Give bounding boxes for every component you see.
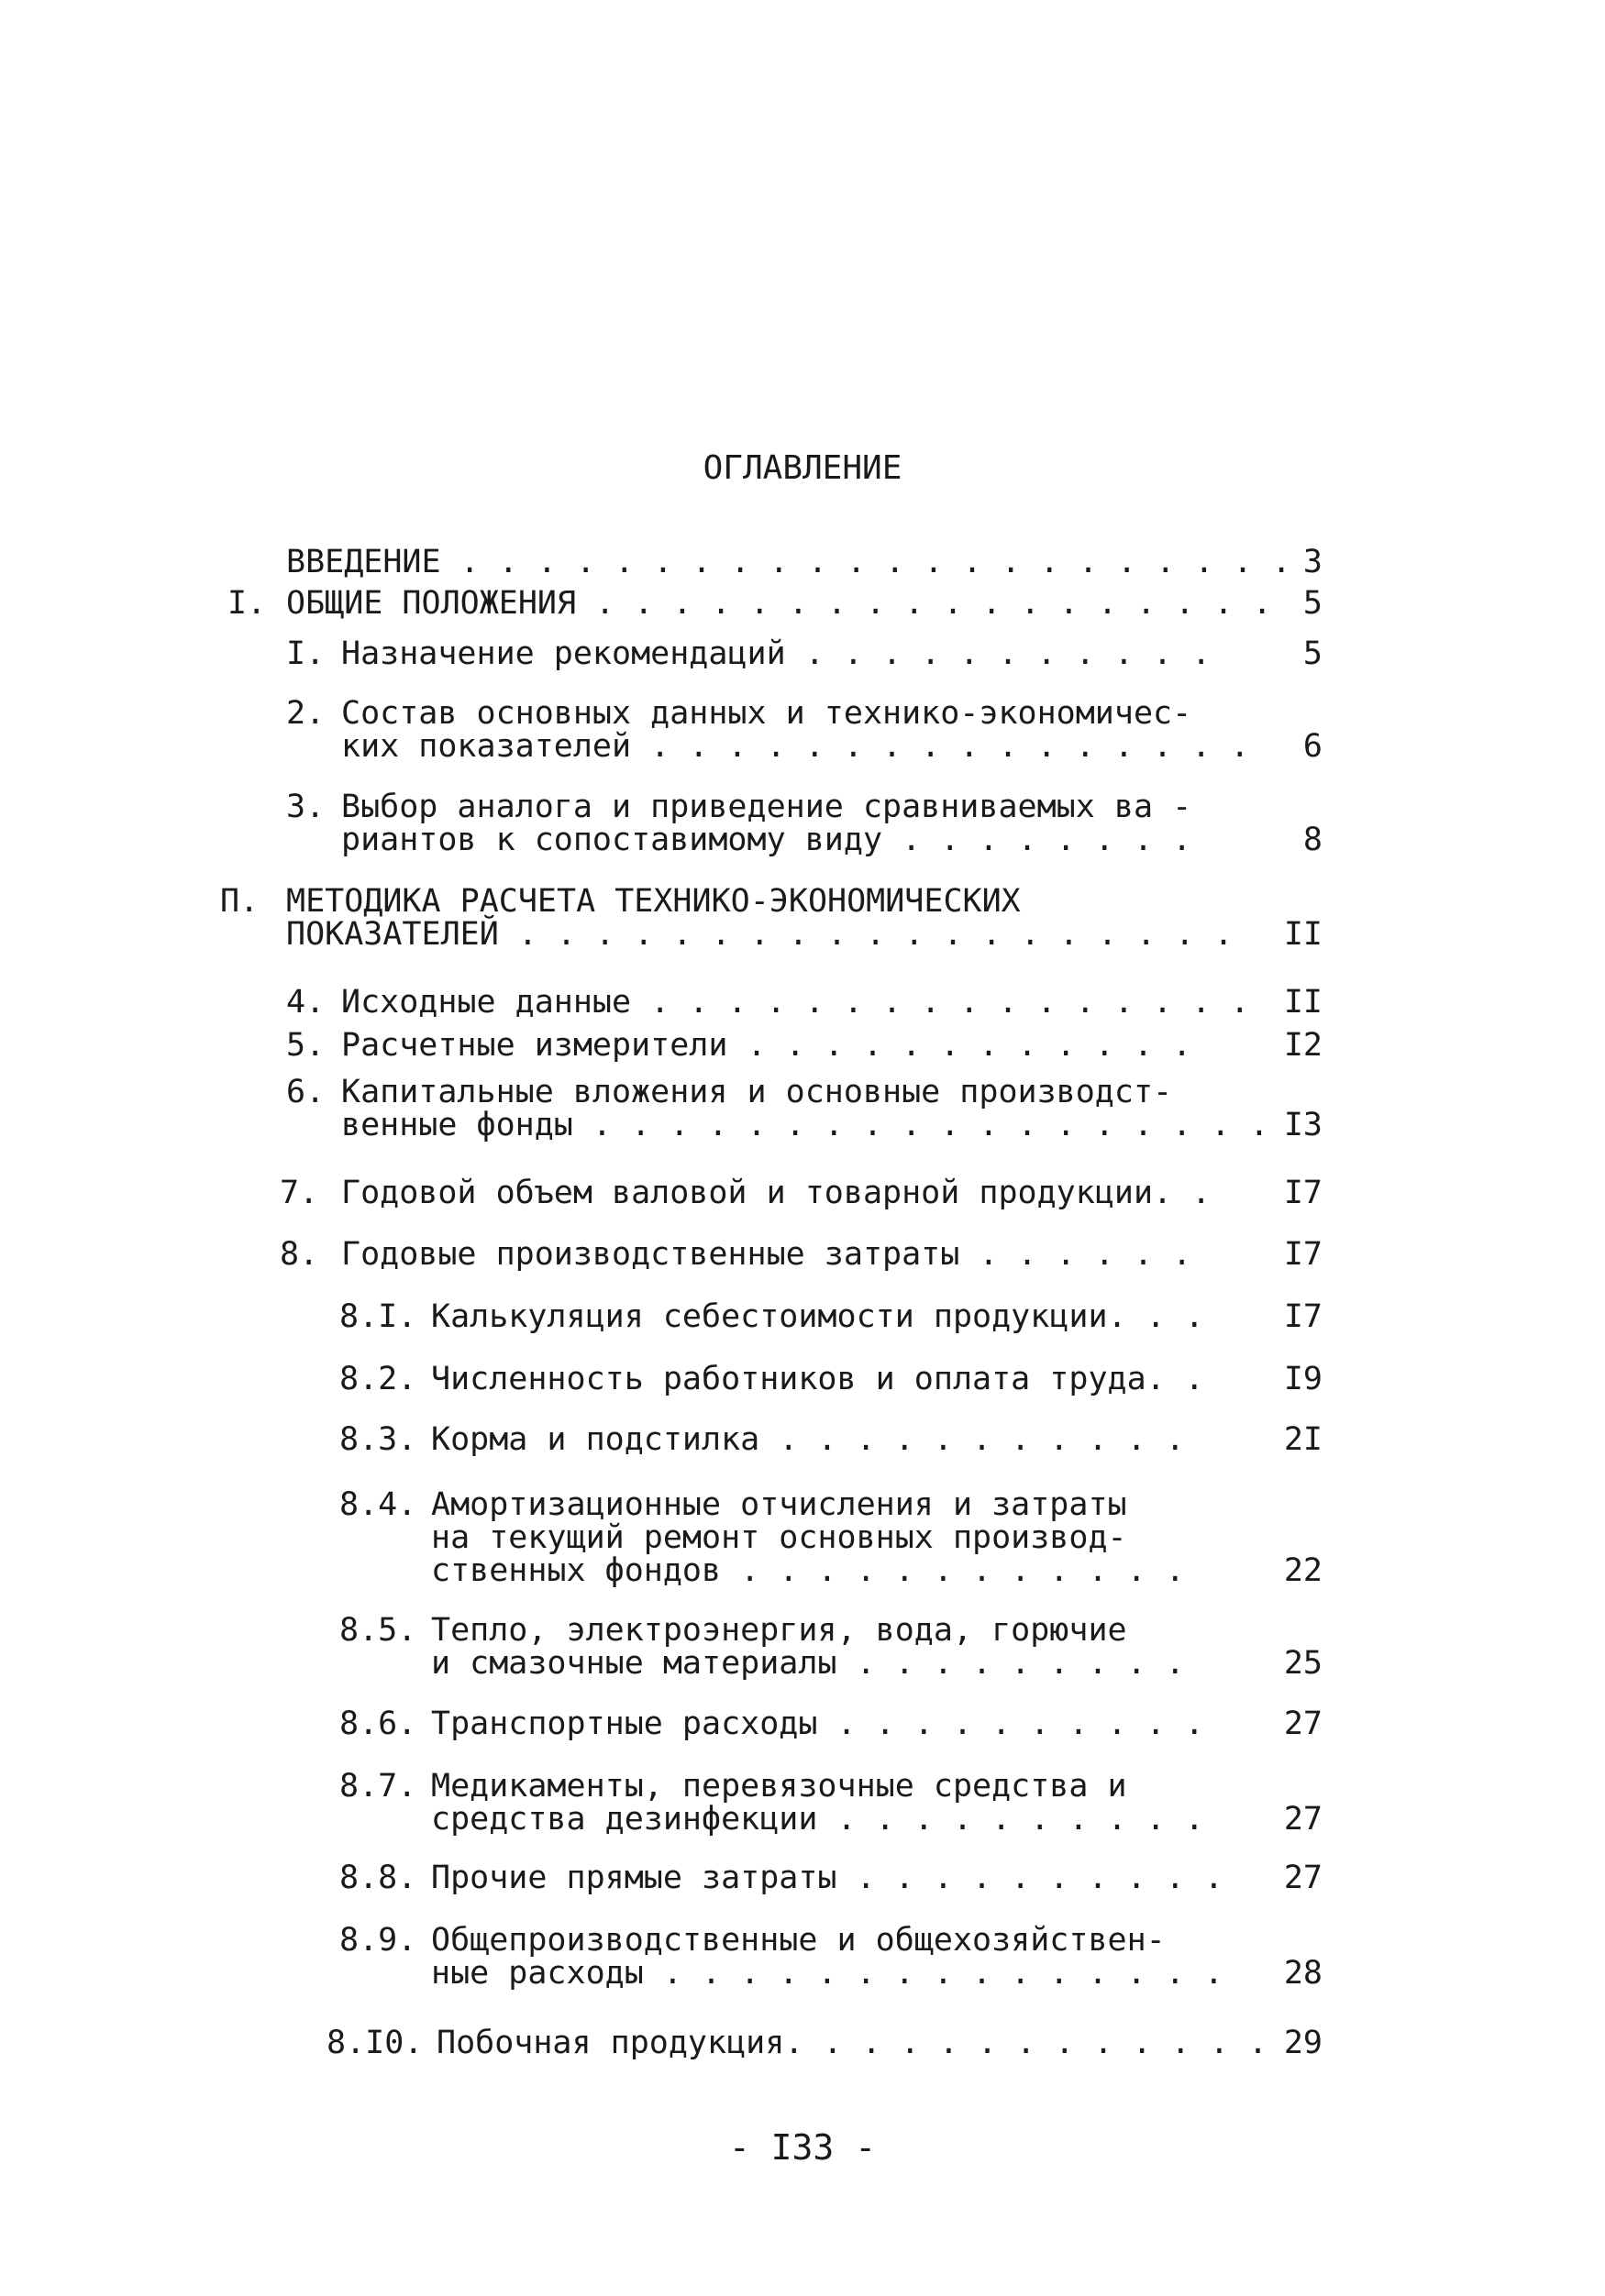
toc-entry-text: ные расходы . . . . . . . . . . . . . . .: [431, 1955, 1223, 1992]
toc-entry-page: 28: [1283, 1955, 1323, 1992]
toc-entry-page: 3: [1302, 544, 1323, 580]
toc-entry-page: II: [1283, 916, 1323, 953]
toc-entry-text: Тепло, электроэнергия, вода, горючие: [431, 1612, 1127, 1649]
toc-entry-text: Назначение рекомендаций . . . . . . . . . . .: [341, 635, 1212, 672]
toc-entry-page: I7: [1283, 1298, 1323, 1335]
toc-entry-text: Расчетные измерители . . . . . . . . . . . .: [341, 1027, 1192, 1064]
toc-entry-number: 5.: [286, 1027, 326, 1064]
toc-entry-page: 25: [1283, 1645, 1323, 1682]
page-number-footer: - I33 -: [728, 2127, 877, 2168]
toc-entry-number: 6.: [286, 1074, 326, 1110]
toc-entry-page: I7: [1283, 1236, 1323, 1273]
toc-entry-page: II: [1283, 984, 1323, 1021]
toc-entry-number: 8.4.: [339, 1486, 417, 1523]
toc-entry-number: 8.9.: [339, 1922, 417, 1959]
toc-entry-text: Побочная продукция. . . . . . . . . . . . .: [437, 2025, 1268, 2061]
toc-entry-page: I2: [1283, 1027, 1323, 1064]
toc-entry-page: 29: [1283, 2025, 1323, 2061]
toc-entry-text: Общепроизводственные и общехозяйствен-: [431, 1922, 1166, 1959]
toc-entry-text: Годовые производственные затраты . . . . . .: [341, 1236, 1192, 1273]
toc-entry-text: ких показателей . . . . . . . . . . . . . . . .: [341, 728, 1250, 765]
toc-entry-text: Прочие прямые затраты . . . . . . . . . .: [431, 1860, 1223, 1896]
toc-entry-page: 5: [1302, 635, 1323, 672]
toc-entry-text: Медикаменты, перевязочные средства и: [431, 1768, 1127, 1805]
toc-entry-text: ПОКАЗАТЕЛЕЙ . . . . . . . . . . . . . . . . . . .: [286, 916, 1234, 953]
toc-entry-text: ственных фондов . . . . . . . . . . . .: [431, 1552, 1185, 1589]
toc-entry-text: Выбор аналога и приведение сравниваемых ва -: [341, 789, 1192, 825]
toc-entry-text: Численность работников и оплата труда. .: [431, 1361, 1204, 1397]
toc-entry-page: 27: [1283, 1801, 1323, 1838]
toc-entry-text: Амортизационные отчисления и затраты: [431, 1486, 1127, 1523]
toc-entry-text: Годовой объем валовой и товарной продукции. .: [341, 1175, 1212, 1211]
toc-entry-number: 2.: [286, 695, 326, 732]
toc-entry-page: 27: [1283, 1860, 1323, 1896]
toc-entry-page: 22: [1283, 1552, 1323, 1589]
toc-entry-text: на текущий ремонт основных производ-: [431, 1519, 1127, 1556]
toc-title: ОГЛАВЛЕНИЕ: [703, 449, 902, 487]
toc-entry-text: МЕТОДИКА РАСЧЕТА ТЕХНИКО-ЭКОНОМИЧЕСКИХ: [286, 883, 1021, 920]
toc-entry-number: 8.6.: [339, 1705, 417, 1742]
toc-entry-number: I.: [286, 635, 326, 672]
toc-entry-page: 5: [1302, 585, 1323, 622]
toc-entry-number: 8.8.: [339, 1860, 417, 1896]
toc-entry-text: Корма и подстилка . . . . . . . . . . .: [431, 1421, 1185, 1458]
toc-entry-number: 4.: [286, 984, 326, 1021]
toc-entry-text: Исходные данные . . . . . . . . . . . . . . . .: [341, 984, 1250, 1021]
toc-entry-number: 3.: [286, 789, 326, 825]
toc-entry-number: 8.7.: [339, 1768, 417, 1805]
toc-entry-number: 8.2.: [339, 1361, 417, 1397]
toc-entry-text: ВВЕДЕНИЕ . . . . . . . . . . . . . . . . . . . . . .: [286, 544, 1291, 580]
toc-entry-text: Калькуляция себестоимости продукции. . .: [431, 1298, 1204, 1335]
toc-entry-page: 8: [1302, 822, 1323, 858]
toc-entry-text: средства дезинфекции . . . . . . . . . .: [431, 1801, 1204, 1838]
toc-entry-number: 8.: [280, 1236, 319, 1273]
toc-entry-page: I9: [1283, 1361, 1323, 1397]
toc-entry-text: Состав основных данных и технико-экономичес-: [341, 695, 1192, 732]
toc-entry-number: 8.3.: [339, 1421, 417, 1458]
toc-entry-text: венные фонды . . . . . . . . . . . . . . . . . .: [341, 1107, 1269, 1143]
toc-entry-page: 6: [1302, 728, 1323, 765]
toc-entry-number: 8.I0.: [327, 2025, 424, 2061]
toc-entry-text: и смазочные материалы . . . . . . . . .: [431, 1645, 1185, 1682]
toc-entry-number: 7.: [280, 1175, 319, 1211]
toc-entry-number: П.: [220, 883, 260, 920]
toc-entry-text: Транспортные расходы . . . . . . . . . .: [431, 1705, 1204, 1742]
toc-entry-text: риантов к сопоставимому виду . . . . . . . .: [341, 822, 1192, 858]
toc-entry-number: I.: [227, 585, 267, 622]
toc-entry-text: Капитальные вложения и основные производст-: [341, 1074, 1173, 1110]
toc-entry-number: 8.5.: [339, 1612, 417, 1649]
toc-entry-number: 8.I.: [339, 1298, 417, 1335]
toc-entry-text: ОБЩИЕ ПОЛОЖЕНИЯ . . . . . . . . . . . . . . . . . .: [286, 585, 1272, 622]
toc-entry-page: 2I: [1283, 1421, 1323, 1458]
toc-entry-page: 27: [1283, 1705, 1323, 1742]
toc-entry-page: I7: [1283, 1175, 1323, 1211]
toc-entry-page: I3: [1283, 1107, 1323, 1143]
